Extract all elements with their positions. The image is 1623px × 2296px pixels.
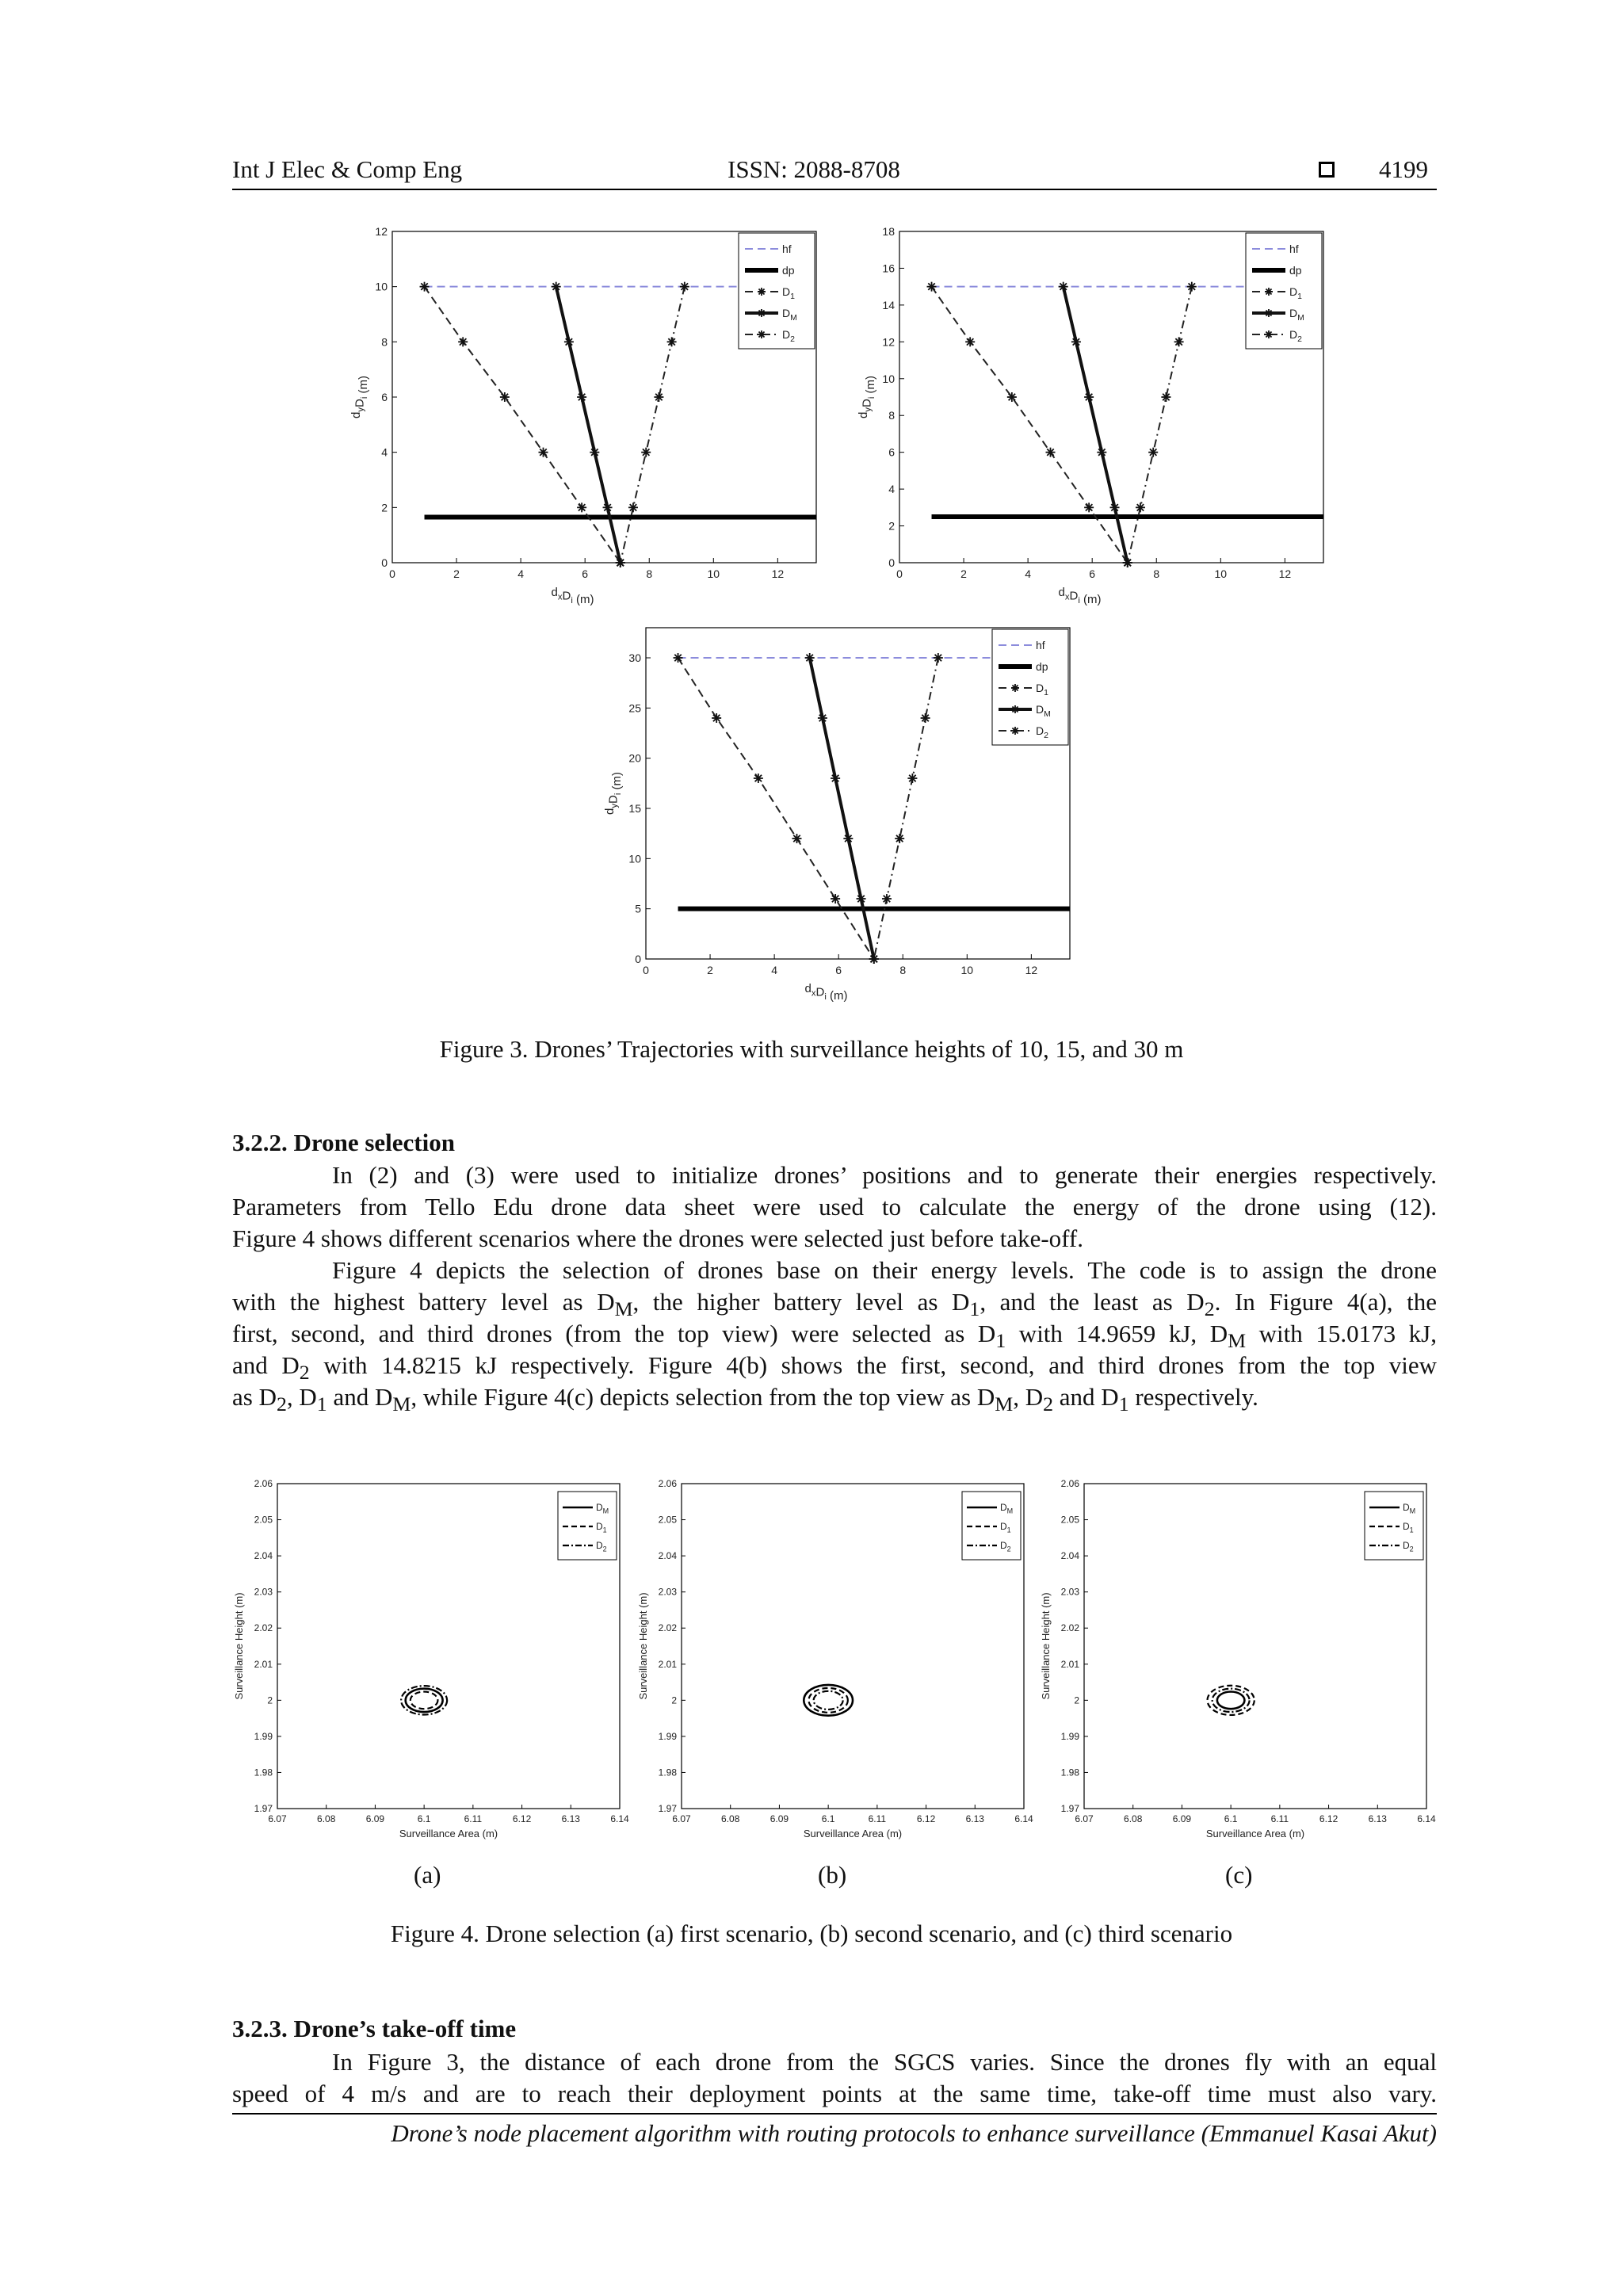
x-tick-label: 6.11 — [868, 1813, 887, 1824]
x-tick-label: 0 — [643, 964, 649, 976]
y-tick-label: 2.02 — [1060, 1622, 1079, 1634]
y-tick-label: 12 — [882, 335, 895, 349]
legend-label-hf: hf — [782, 243, 792, 255]
box-icon — [1319, 162, 1335, 181]
data-point-DM — [1097, 448, 1106, 457]
y-tick-label: 6 — [381, 391, 388, 403]
para2-line2: with the highest battery level as $D_M$, the higher battery level as $D_1$, and the least as $D_2$. In Figure 4(a), the — [232, 1288, 1437, 1321]
fig4a-chart — [230, 1474, 642, 1855]
issn: ISSN: 2088-8708 — [727, 155, 900, 183]
x-tick-label: 10 — [707, 567, 720, 580]
x-tick-label: 6.08 — [721, 1813, 740, 1824]
x-axis-label-text: $d_xD_i$ (m) — [1058, 586, 1102, 606]
x-tick-label: 10 — [1214, 567, 1228, 580]
legend-label-D1: $D_1$ — [1036, 682, 1048, 698]
data-point-DM — [603, 502, 613, 512]
data-point-D2 — [616, 558, 625, 567]
fig4a-label: (a) — [414, 1861, 441, 1889]
legend-label-DM: $D_M$ — [1289, 307, 1304, 323]
para1-line3: Figure 4 shows different scenarios where the drones were selected just before take-off. — [232, 1224, 1083, 1252]
legend-label-D2: $D_2$ — [596, 1540, 607, 1553]
data-point-D2 — [1148, 448, 1158, 457]
x-tick-label: 6.13 — [561, 1813, 580, 1824]
y-tick-label: 2.02 — [658, 1622, 677, 1634]
y-tick-label: 20 — [628, 751, 641, 765]
legend-label-D2: $D_2$ — [1036, 724, 1048, 741]
data-point-D1 — [1045, 448, 1055, 457]
x-tick-label: 0 — [896, 567, 903, 580]
x-tick-label: 6.07 — [672, 1813, 691, 1824]
x-tick-label: 6.11 — [1270, 1813, 1289, 1824]
x-tick-label: 6.1 — [417, 1813, 431, 1824]
x-tick-label: 8 — [899, 964, 907, 976]
y-tick-label: 2.05 — [1060, 1514, 1079, 1526]
data-point-DM — [818, 713, 827, 723]
x-tick-label: 8 — [646, 567, 653, 580]
y-tick-label: 2.05 — [658, 1514, 677, 1526]
y-tick-label: 2.04 — [254, 1550, 273, 1562]
y-tick-label: 10 — [628, 852, 641, 865]
y-tick-label: 1.98 — [658, 1767, 677, 1778]
data-point-DM — [1059, 282, 1068, 292]
y-tick-label: 1.99 — [1060, 1730, 1079, 1742]
data-point-DM — [590, 448, 599, 457]
legend-marker-D2 — [758, 330, 766, 338]
x-tick-label: 4 — [771, 964, 778, 976]
legend-label-D1: $D_1$ — [782, 285, 795, 302]
y-tick-label: 2.06 — [658, 1478, 677, 1489]
y-tick-label: 2.04 — [658, 1550, 677, 1562]
legend-label-DM: $D_M$ — [1403, 1502, 1416, 1515]
x-axis-label: Surveillance Area (m) — [803, 1828, 903, 1839]
y-tick-label: 2.01 — [254, 1658, 273, 1670]
y-tick-label: 1.97 — [658, 1803, 677, 1814]
y-axis-label-text: $d_yD_i$ (m) — [857, 376, 877, 418]
data-point-D2 — [641, 448, 651, 457]
y-tick-label: 2 — [888, 519, 895, 533]
data-point-DM — [805, 653, 815, 663]
x-axis-label — [805, 982, 848, 1003]
x-axis-label — [552, 586, 594, 606]
x-tick-label: 6.08 — [317, 1813, 336, 1824]
data-point-D2 — [895, 834, 904, 843]
y-tick-label: 2.01 — [1060, 1658, 1079, 1670]
footer-text: Drone’s node placement algorithm with routing protocols to enhance surveillance (Emmanuel Kasai Akut) — [391, 2119, 1437, 2147]
x-tick-label: 6.11 — [464, 1813, 483, 1824]
y-tick-label: 2.05 — [254, 1514, 273, 1526]
legend-marker-D1 — [1265, 288, 1273, 296]
y-tick-label: 2.02 — [254, 1622, 273, 1634]
y-axis-label — [603, 772, 624, 815]
x-tick-label: 6.14 — [610, 1813, 629, 1824]
journal-name: Int J Elec & Comp Eng — [232, 155, 463, 183]
data-point-D2 — [921, 713, 930, 723]
figure4-caption: Figure 4. Drone selection (a) first scenario, (b) second scenario, and (c) third scenario — [390, 1920, 1233, 1947]
x-tick-label: 10 — [960, 964, 974, 976]
y-tick-label: 2 — [267, 1694, 273, 1706]
x-axis-label-text: $d_xD_i$ (m) — [804, 982, 848, 1003]
data-point-D2 — [1174, 337, 1184, 346]
y-tick-label: 8 — [381, 335, 388, 349]
legend-label-D2: $D_2$ — [1289, 328, 1302, 345]
x-tick-label: 6.1 — [821, 1813, 835, 1824]
legend-marker-D1 — [1011, 684, 1019, 692]
y-tick-label: 2.04 — [1060, 1550, 1079, 1562]
x-tick-label: 2 — [453, 567, 460, 580]
legend-label-D1: $D_1$ — [1000, 1521, 1011, 1534]
legend-label-hf: hf — [1036, 639, 1045, 651]
legend-label-dp: dp — [1036, 660, 1048, 673]
legend-label-D2: $D_2$ — [1403, 1540, 1414, 1553]
y-tick-label: 15 — [628, 802, 641, 815]
y-tick-label: 0 — [381, 556, 388, 569]
data-point-DM — [1110, 502, 1120, 512]
data-point-D1 — [458, 337, 468, 346]
y-axis-label: Surveillance Height (m) — [233, 1592, 245, 1700]
data-point-D1 — [831, 894, 840, 904]
x-tick-label: 12 — [771, 567, 785, 580]
data-point-DM — [577, 392, 586, 402]
data-point-D1 — [1084, 502, 1094, 512]
y-tick-label: 2.01 — [658, 1658, 677, 1670]
x-tick-label: 6.12 — [916, 1813, 936, 1824]
legend-label-D2: $D_2$ — [1000, 1540, 1011, 1553]
x-tick-label: 6.12 — [1319, 1813, 1338, 1824]
legend-marker-DM — [758, 309, 766, 317]
para2-line3: first, second, and third drones (from the top view) were selected as $D_1$ with 14.9659 kJ, $D_M$ with 15.0173 kJ, — [232, 1320, 1437, 1353]
y-tick-label: 4 — [888, 483, 895, 496]
x-tick-label: 6.07 — [1075, 1813, 1094, 1824]
y-tick-label: 25 — [628, 701, 641, 715]
figure3-caption: Figure 3. Drones’ Trajectories with surveillance heights of 10, 15, and 30 m — [439, 1035, 1184, 1063]
x-tick-label: 8 — [1153, 567, 1160, 580]
y-tick-label: 16 — [882, 262, 895, 275]
y-tick-label: 1.99 — [254, 1730, 273, 1742]
x-tick-label: 6 — [835, 964, 842, 976]
fig4c-label: (c) — [1225, 1861, 1253, 1889]
y-tick-label: 6 — [888, 445, 895, 459]
legend-label-D2: $D_2$ — [782, 328, 795, 345]
x-axis-label — [1059, 586, 1102, 606]
y-tick-label: 5 — [635, 902, 641, 915]
y-tick-label: 2 — [381, 501, 388, 514]
data-point-D1 — [538, 448, 548, 457]
legend-marker-DM — [1011, 705, 1019, 713]
x-tick-label: 6 — [1089, 567, 1096, 580]
para2-line4: and $D_2$ with 14.8215 kJ respectively. Figure 4(b) shows the first, second, and third drones from the top view — [232, 1351, 1437, 1385]
y-tick-label: 2.03 — [1060, 1586, 1079, 1598]
data-point-D1 — [420, 282, 430, 292]
data-point-D1 — [1007, 392, 1017, 402]
legend-label-D1: $D_1$ — [596, 1521, 607, 1534]
y-tick-label: 2.03 — [658, 1586, 677, 1598]
y-tick-label: 0 — [635, 953, 641, 965]
fig3-chart-h10 — [333, 222, 824, 610]
legend-label-DM: $D_M$ — [1036, 703, 1051, 720]
fig3-chart-h15 — [840, 222, 1331, 610]
x-tick-label: 6.09 — [365, 1813, 385, 1824]
x-tick-label: 6.07 — [268, 1813, 287, 1824]
x-tick-label: 6.13 — [965, 1813, 984, 1824]
y-tick-label: 1.97 — [254, 1803, 273, 1814]
fig3-chart-h30 — [586, 618, 1078, 1007]
y-tick-label: 1.97 — [1060, 1803, 1079, 1814]
y-axis-label-text: $d_yD_i$ (m) — [603, 772, 624, 815]
x-tick-label: 6.1 — [1224, 1813, 1238, 1824]
y-tick-label: 8 — [888, 409, 895, 422]
x-tick-label: 2 — [707, 964, 713, 976]
data-point-D1 — [965, 337, 975, 346]
fig4b-label: (b) — [818, 1861, 847, 1889]
y-tick-label: 4 — [381, 445, 388, 459]
data-point-D2 — [628, 502, 638, 512]
y-tick-label: 14 — [882, 298, 895, 311]
section-323-heading: 3.2.3. Drone’s take-off time — [232, 2015, 517, 2042]
data-point-D2 — [934, 653, 943, 663]
legend-label-dp: dp — [1289, 264, 1302, 277]
data-point-D1 — [754, 774, 763, 783]
x-tick-label: 6 — [582, 567, 589, 580]
header-rule — [232, 189, 1437, 190]
x-tick-label: 6.14 — [1417, 1813, 1436, 1824]
legend-marker-D2 — [1011, 727, 1019, 735]
x-tick-label: 6.13 — [1368, 1813, 1387, 1824]
data-point-D2 — [1123, 558, 1132, 567]
para3-line2: speed of 4 m/s and are to reach their deployment points at the same time, take-off time must also vary. — [232, 2080, 1437, 2107]
section-322-heading: 3.2.2. Drone selection — [232, 1129, 455, 1156]
x-tick-label: 4 — [517, 567, 525, 580]
x-tick-label: 6.08 — [1124, 1813, 1143, 1824]
data-point-DM — [552, 282, 561, 292]
data-point-DM — [831, 774, 840, 783]
data-point-D2 — [869, 954, 879, 964]
data-point-DM — [843, 834, 853, 843]
para2-line5: as $D_2$, $D_1$ and $D_M$, while Figure 4(c) depicts selection from the top view as $D_M$, $D_2$ and $D_1$ respectively. — [232, 1383, 1258, 1416]
y-tick-label: 2 — [1074, 1694, 1079, 1706]
legend-label-hf: hf — [1289, 243, 1299, 255]
y-axis-label: Surveillance Height (m) — [637, 1592, 649, 1700]
y-axis-label — [349, 376, 370, 418]
y-tick-label: 2 — [671, 1694, 677, 1706]
data-point-DM — [1071, 337, 1081, 346]
y-tick-label: 12 — [375, 225, 388, 238]
data-point-D2 — [680, 282, 689, 292]
data-point-DM — [857, 894, 866, 904]
data-point-D2 — [882, 894, 892, 904]
y-tick-label: 1.98 — [1060, 1767, 1079, 1778]
y-tick-label: 1.98 — [254, 1767, 273, 1778]
legend-label-DM: $D_M$ — [782, 307, 797, 323]
fig4c-chart — [1037, 1474, 1449, 1855]
data-point-D1 — [674, 653, 683, 663]
legend-marker-D1 — [758, 288, 766, 296]
x-axis-label-text: $d_xD_i$ (m) — [551, 586, 594, 606]
legend-label-DM: $D_M$ — [1000, 1502, 1014, 1515]
legend-marker-D2 — [1265, 330, 1273, 338]
legend-marker-DM — [1265, 309, 1273, 317]
data-point-D1 — [500, 392, 510, 402]
y-axis-label — [857, 376, 877, 418]
para1-line1: In (2) and (3) were used to initialize drones’ positions and to generate their energies respectively. — [332, 1161, 1437, 1189]
data-point-D1 — [927, 282, 937, 292]
x-axis-label: Surveillance Area (m) — [399, 1828, 498, 1839]
y-tick-label: 1.99 — [658, 1730, 677, 1742]
x-axis-label: Surveillance Area (m) — [1205, 1828, 1305, 1839]
data-point-D1 — [712, 713, 721, 723]
y-tick-label: 18 — [882, 225, 895, 238]
data-point-D2 — [667, 337, 677, 346]
y-axis-label: Surveillance Height (m) — [1040, 1592, 1052, 1700]
y-axis-label-text: $d_yD_i$ (m) — [349, 376, 370, 418]
x-tick-label: 12 — [1278, 567, 1292, 580]
data-point-D2 — [1161, 392, 1170, 402]
data-point-D2 — [1136, 502, 1145, 512]
y-tick-label: 30 — [628, 651, 641, 664]
data-point-D1 — [577, 502, 586, 512]
fig4b-chart — [634, 1474, 1046, 1855]
para2-line1: Figure 4 depicts the selection of drones base on their energy levels. The code is to assign the drone — [332, 1256, 1437, 1284]
data-point-D1 — [792, 834, 801, 843]
para3-line1: In Figure 3, the distance of each drone from the SGCS varies. Since the drones fly with an equal — [332, 2048, 1437, 2076]
x-tick-label: 6.09 — [1172, 1813, 1192, 1824]
x-tick-label: 2 — [960, 567, 967, 580]
y-tick-label: 2.06 — [254, 1478, 273, 1489]
y-tick-label: 10 — [882, 372, 895, 385]
legend-label-DM: $D_M$ — [596, 1502, 609, 1515]
x-tick-label: 12 — [1025, 964, 1038, 976]
page-number: 4199 — [1379, 155, 1428, 183]
para1-line2: Parameters from Tello Edu drone data sheet were used to calculate the energy of the drone using (12). — [232, 1193, 1437, 1221]
x-tick-label: 6.14 — [1014, 1813, 1033, 1824]
x-tick-label: 0 — [389, 567, 395, 580]
y-tick-label: 0 — [888, 556, 895, 569]
legend-label-D1: $D_1$ — [1289, 285, 1302, 302]
x-tick-label: 6.12 — [512, 1813, 532, 1824]
x-tick-label: 4 — [1025, 567, 1032, 580]
data-point-D2 — [654, 392, 663, 402]
y-tick-label: 10 — [375, 280, 388, 293]
y-tick-label: 2.03 — [254, 1586, 273, 1598]
footer-rule — [232, 2113, 1437, 2115]
data-point-DM — [1084, 392, 1094, 402]
legend-label-dp: dp — [782, 264, 795, 277]
data-point-DM — [564, 337, 574, 346]
legend-label-D1: $D_1$ — [1403, 1521, 1414, 1534]
data-point-D2 — [907, 774, 917, 783]
x-tick-label: 6.09 — [769, 1813, 789, 1824]
data-point-D2 — [1187, 282, 1197, 292]
y-tick-label: 2.06 — [1060, 1478, 1079, 1489]
